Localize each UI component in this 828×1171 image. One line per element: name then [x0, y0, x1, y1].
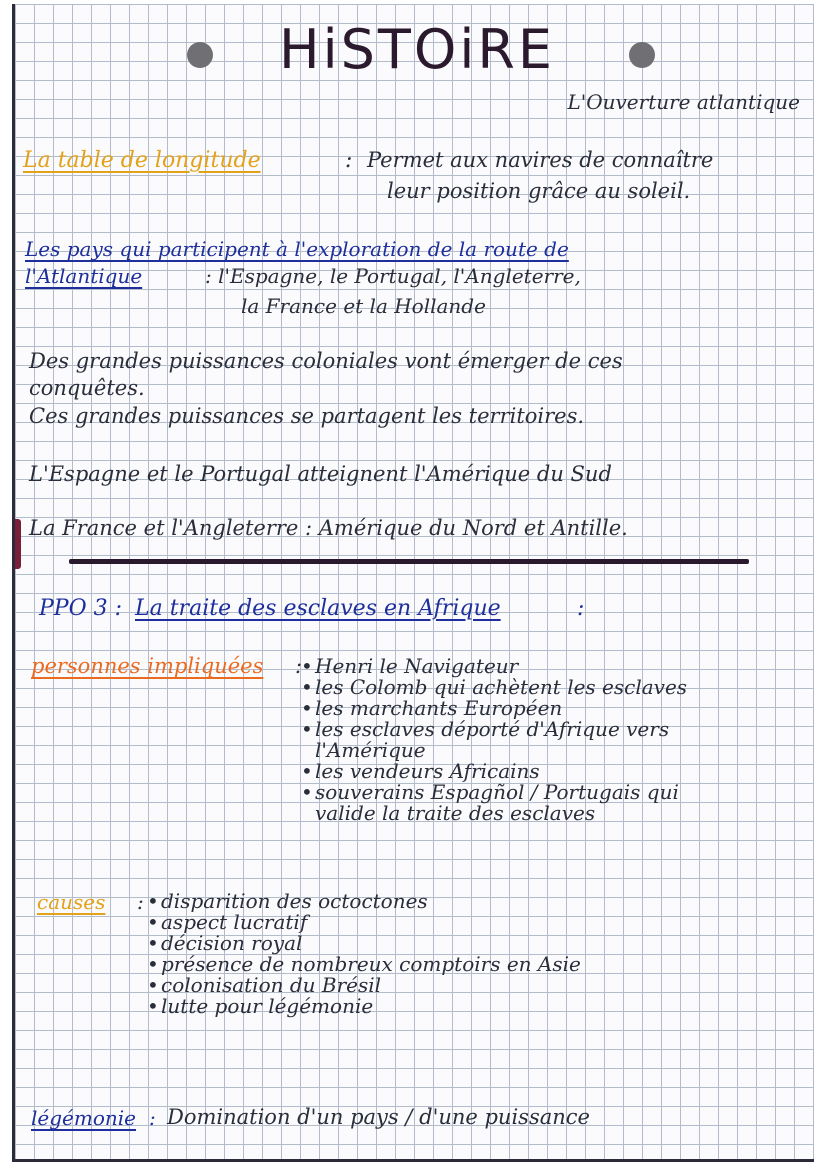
ppo-prefix: PPO 3 :	[39, 596, 123, 621]
causes-label: causes	[37, 890, 106, 914]
south-america-sentence: L'Espagne et le Portugal atteignent l'Amérique du Sud	[29, 462, 612, 486]
list-item: • présence de nombreux comptoirs en Asie	[147, 954, 581, 975]
punch-hole-right	[629, 42, 655, 68]
longitude-definition-line1: Permet aux navires de connaître	[367, 148, 714, 172]
list-item: • les esclaves déporté d'Afrique vers	[301, 719, 687, 740]
list-item: • lutte pour légémonie	[147, 996, 581, 1017]
causes-list	[147, 891, 581, 1017]
punch-hole-left	[187, 42, 213, 68]
persons-sep: :	[295, 654, 303, 678]
section-divider	[69, 559, 749, 564]
list-item: • aspect lucratif	[147, 912, 581, 933]
longitude-term: La table de longitude	[23, 148, 261, 173]
list-item: valide la traite des esclaves	[315, 801, 596, 825]
list-item: • les marchants Européen	[301, 698, 687, 719]
north-america-sentence: La France et l'Angleterre : Amérique du Nord et Antille.	[29, 516, 628, 540]
page-edge-tab	[15, 519, 21, 569]
colonial-powers-line2: conquêtes.	[29, 376, 145, 400]
countries-label-line1: Les pays qui participent à l'exploration de la route de	[25, 237, 569, 261]
list-item: l'Amérique	[315, 738, 426, 762]
countries-list-line1: : l'Espagne, le Portugal, l'Angleterre,	[205, 264, 581, 288]
list-item: • les vendeurs Africains	[301, 761, 687, 782]
colonial-powers-line1: Des grandes puissances coloniales vont émerger de ces	[29, 349, 623, 373]
longitude-definition-line2: leur position grâce au soleil.	[387, 179, 691, 203]
territories-sentence: Ces grandes puissances se partagent les territoires.	[29, 404, 585, 428]
page-subtitle: L'Ouverture atlantique	[567, 90, 800, 114]
list-item: • les Colomb qui achètent les esclaves	[301, 677, 687, 698]
ppo-title: La traite des esclaves en Afrique	[135, 596, 501, 621]
countries-label-line2: l'Atlantique	[25, 264, 143, 288]
persons-list	[301, 656, 687, 824]
hegemony-definition: Domination d'un pays / d'une puissance	[167, 1105, 590, 1129]
list-item: • colonisation du Brésil	[147, 975, 581, 996]
notebook-page	[12, 4, 814, 1162]
countries-list-line2: la France et la Hollande	[241, 294, 486, 318]
list-item: • Henri le Navigateur	[301, 656, 687, 677]
hegemony-term: légémonie	[31, 1106, 136, 1130]
page-title: HiSTOiRE	[279, 18, 556, 81]
list-item: • souverains Espagñol / Portugais qui	[301, 782, 687, 803]
list-item: • disparition des octoctones	[147, 891, 581, 912]
list-item: • décision royal	[147, 933, 581, 954]
hegemony-sep: :	[149, 1106, 156, 1130]
ppo-suffix: :	[577, 596, 585, 621]
causes-sep: :	[137, 890, 144, 914]
longitude-sep: :	[345, 148, 353, 173]
persons-label: personnes impliquées	[31, 654, 264, 678]
